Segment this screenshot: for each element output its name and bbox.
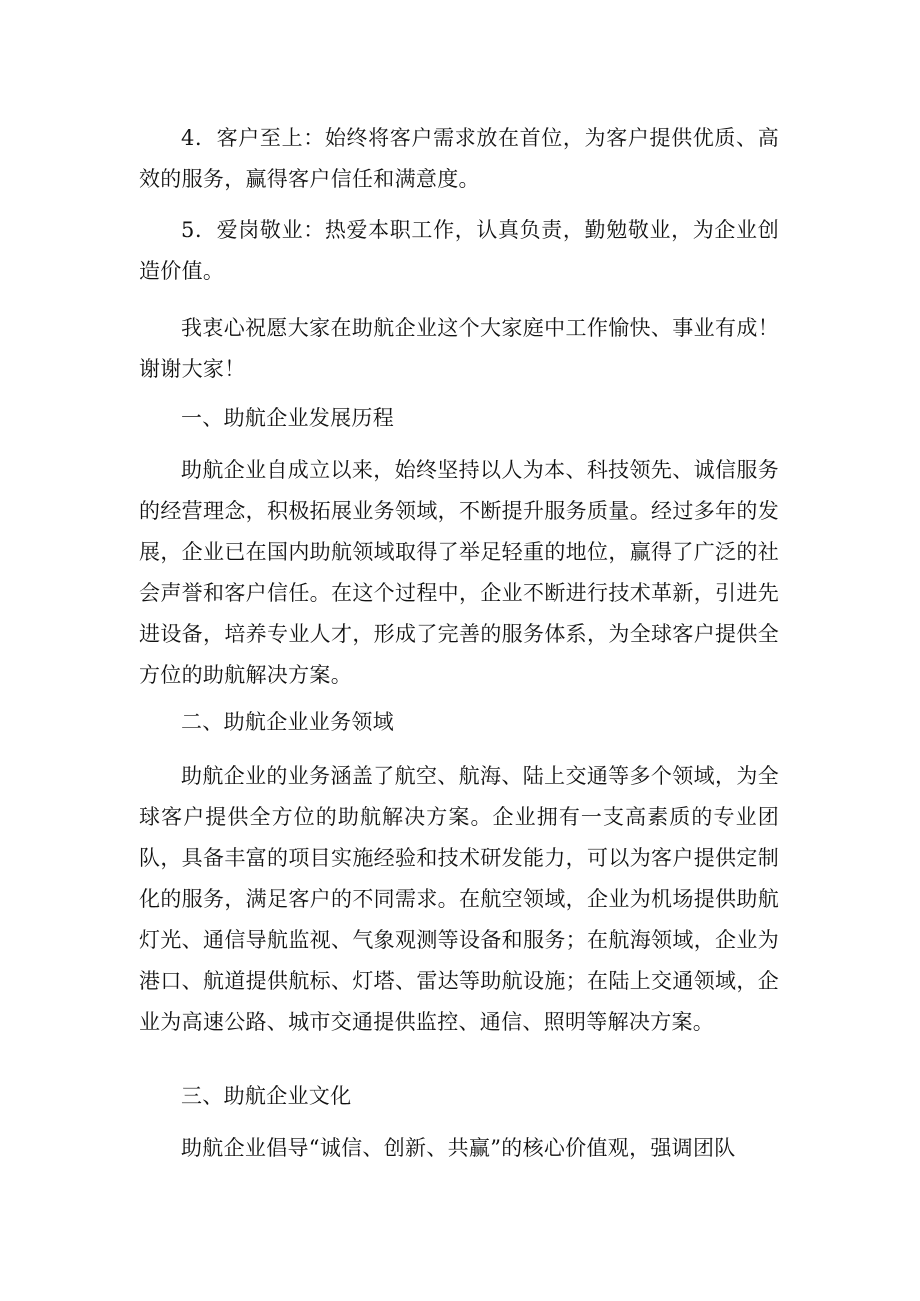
section-heading-history: 一、助航企业发展历程	[181, 406, 394, 430]
section-body-culture: 助航企业倡导“诚信、创新、共赢”的核心价值观，强调团队	[181, 1136, 736, 1160]
section-body-business: 助航企业的业务涵盖了航空、航海、陆上交通等多个领域，为全球客户提供全方位的助航解决方案。企业拥有一支高素质的专业团队，具备丰富的项目实施经验和技术研发能力，可以为客户提供定制化的服务，满足客户的不同需求。在航空领域，企业为机场提供助航灯光、通信导航监视、气象观测等设备和服务；在航海领域，企业为港口、航道提供航标、灯塔、雷达等助航设施；在陆上交通领域，企业为高速公路、城市交通提供监控、通信、照明等解决方案。	[139, 764, 779, 1034]
paragraph-customer-first: 4．客户至上：始终将客户需求放在首位，为客户提供优质、高效的服务，赢得客户信任和满意度。	[139, 126, 779, 191]
section-heading-culture: 三、助航企业文化	[181, 1084, 352, 1108]
paragraph-closing-wishes: 我衷心祝愿大家在助航企业这个大家庭中工作愉快、事业有成！谢谢大家！	[139, 316, 779, 381]
section-heading-business: 二、助航企业业务领域	[181, 710, 394, 734]
paragraph-dedication: 5．爱岗敬业：热爱本职工作，认真负责，勤勉敬业，为企业创造价值。	[139, 218, 779, 283]
section-body-history: 助航企业自成立以来，始终坚持以人为本、科技领先、诚信服务的经营理念，积极拓展业务领域，不断提升服务质量。经过多年的发展，企业已在国内助航领域取得了举足轻重的地位，赢得了广泛的社会声誉和客户信任。在这个过程中，企业不断进行技术革新，引进先进设备，培养专业人才，形成了完善的服务体系，为全球客户提供全方位的助航解决方案。	[139, 458, 779, 687]
